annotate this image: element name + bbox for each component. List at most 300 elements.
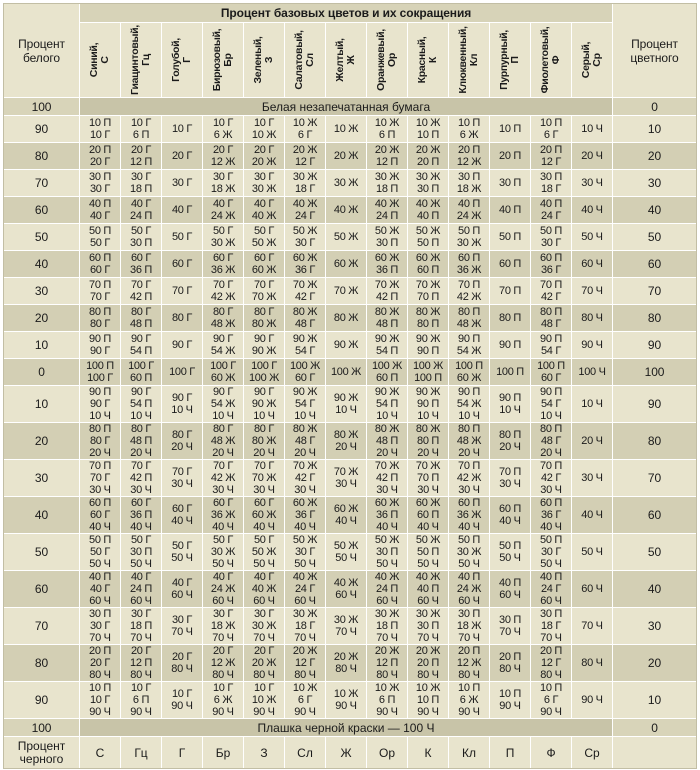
column-header-Кл bbox=[449, 23, 490, 98]
black-percent-letter: Ж bbox=[326, 737, 367, 769]
mix-cell: 50 Г 30 П bbox=[121, 224, 162, 251]
mix-cell: 30 П 18 Г bbox=[531, 170, 572, 197]
table-row bbox=[4, 251, 697, 278]
mix-cell: 100 Г bbox=[162, 359, 203, 386]
table-row bbox=[4, 143, 697, 170]
mix-cell: 40 Ж 24 Г 60 Ч bbox=[285, 571, 326, 608]
row-label: 40 bbox=[4, 497, 80, 534]
mix-cell: 50 Ж 30 Г bbox=[285, 224, 326, 251]
row-label: 80 bbox=[613, 305, 697, 332]
mix-cell: 60 Ж 36 П 40 Ч bbox=[367, 497, 408, 534]
mix-cell: 10 Г 6 П bbox=[121, 116, 162, 143]
mix-cell: 80 Ж 48 П bbox=[367, 305, 408, 332]
table-title: Процент базовых цветов и их сокращения bbox=[80, 4, 613, 23]
mix-cell: 40 Г 40 Ж bbox=[244, 197, 285, 224]
row-label: 50 bbox=[4, 534, 80, 571]
row-label: 0 bbox=[613, 719, 697, 737]
column-header-label bbox=[121, 23, 161, 98]
mix-cell: 10 Г 90 Ч bbox=[162, 682, 203, 719]
mix-cell: 70 П 30 Ч bbox=[490, 460, 531, 497]
mix-cell: 60 Г 36 Ж bbox=[203, 251, 244, 278]
black-percent-letter: К bbox=[408, 737, 449, 769]
mix-cell: 50 П 30 Г bbox=[531, 224, 572, 251]
mix-cell: 20 Ж bbox=[326, 143, 367, 170]
mix-cell: 70 П 42 Ж 30 Ч bbox=[449, 460, 490, 497]
mix-cell: 60 Ж 36 Г 40 Ч bbox=[285, 497, 326, 534]
mix-cell: 50 П 30 Г 50 Ч bbox=[531, 534, 572, 571]
mix-cell: 10 Ж 6 П bbox=[367, 116, 408, 143]
mix-cell: 20 Ж 12 Г 80 Ч bbox=[285, 645, 326, 682]
mix-cell: 30 Ж 18 Г 70 Ч bbox=[285, 608, 326, 645]
table-row bbox=[4, 386, 697, 423]
mix-cell: 30 Ж 70 Ч bbox=[326, 608, 367, 645]
table-row bbox=[4, 534, 697, 571]
mix-cell: 10 П bbox=[490, 116, 531, 143]
mix-cell: 100 Г 100 Ж bbox=[244, 359, 285, 386]
mix-cell: 60 П 40 Ч bbox=[490, 497, 531, 534]
mix-cell: 40 Г 24 Ж 60 Ч bbox=[203, 571, 244, 608]
color-abbr: Сл bbox=[304, 53, 316, 67]
row-label: 100 bbox=[4, 719, 80, 737]
column-header-label bbox=[285, 23, 325, 98]
mix-cell: 100 Ж bbox=[326, 359, 367, 386]
mix-cell: 90 Ж 54 Г bbox=[285, 332, 326, 359]
mix-cell: 10 П 10 Г 90 Ч bbox=[80, 682, 121, 719]
mix-cell: 30 Ж 30 П 70 Ч bbox=[408, 608, 449, 645]
mix-cell: 70 Ж 42 Г 30 Ч bbox=[285, 460, 326, 497]
mix-cell: 70 Г 42 Ж 30 Ч bbox=[203, 460, 244, 497]
mix-cell: 100 П 60 Ж bbox=[449, 359, 490, 386]
mix-cell: 60 П 36 Ж bbox=[449, 251, 490, 278]
color-name: Желтый, bbox=[334, 38, 346, 82]
mix-cell: 20 П 80 Ч bbox=[490, 645, 531, 682]
mix-cell: 60 П bbox=[490, 251, 531, 278]
color-name: Серый, bbox=[580, 41, 592, 79]
row-label: 90 bbox=[613, 386, 697, 423]
mix-cell: 40 Ч bbox=[572, 497, 613, 534]
mix-cell: 80 Г 80 Ж bbox=[244, 305, 285, 332]
mix-cell: 40 П 24 Ж bbox=[449, 197, 490, 224]
white-percent-header: Процент белого bbox=[4, 4, 80, 98]
mix-cell: 10 Ч bbox=[572, 116, 613, 143]
mix-cell: 30 Г bbox=[162, 170, 203, 197]
mix-cell: 90 П 90 Г bbox=[80, 332, 121, 359]
mix-cell: 10 Г 6 Ж bbox=[203, 116, 244, 143]
mix-cell: 20 Ж 12 П 80 Ч bbox=[367, 645, 408, 682]
mix-cell: 20 П 20 Г bbox=[80, 143, 121, 170]
row-label: 50 bbox=[613, 224, 697, 251]
mix-cell: 50 П 50 Ч bbox=[490, 534, 531, 571]
mix-cell: 40 П 24 Ж 60 Ч bbox=[449, 571, 490, 608]
mix-cell: 20 Ч bbox=[572, 423, 613, 460]
black-percent-letter: З bbox=[244, 737, 285, 769]
column-header-Бр bbox=[203, 23, 244, 98]
mix-cell: 70 Ж 42 Г bbox=[285, 278, 326, 305]
mix-cell: 30 П bbox=[490, 170, 531, 197]
mix-cell: 30 П 18 Ж bbox=[449, 170, 490, 197]
column-header-label bbox=[572, 23, 612, 98]
mix-cell: 50 П bbox=[490, 224, 531, 251]
mix-cell: 60 Ч bbox=[572, 571, 613, 608]
mix-cell: 90 Ж bbox=[326, 332, 367, 359]
mix-cell: 70 Г 42 П bbox=[121, 278, 162, 305]
mix-cell: 80 Г 48 Ж 20 Ч bbox=[203, 423, 244, 460]
black-percent-letter: Ф bbox=[531, 737, 572, 769]
mix-cell: 10 Ч bbox=[572, 386, 613, 423]
mix-cell: 10 Г bbox=[162, 116, 203, 143]
column-header-З bbox=[244, 23, 285, 98]
mix-cell: 100 Ж 100 П bbox=[408, 359, 449, 386]
row-label: 80 bbox=[4, 143, 80, 170]
mix-cell: 30 П 70 Ч bbox=[490, 608, 531, 645]
mix-cell: 90 П 54 Г bbox=[531, 332, 572, 359]
mix-cell: 20 Ж 20 П 80 Ч bbox=[408, 645, 449, 682]
mix-cell: 60 П 36 Г bbox=[531, 251, 572, 278]
mix-cell: 20 Г 20 Ж bbox=[244, 143, 285, 170]
mix-cell: 60 Ж 60 П 40 Ч bbox=[408, 497, 449, 534]
mix-cell: 90 Ч bbox=[572, 682, 613, 719]
mix-cell: 90 Г bbox=[162, 332, 203, 359]
row-label: 60 bbox=[4, 197, 80, 224]
mix-cell: 40 Ж 60 Ч bbox=[326, 571, 367, 608]
mix-cell: 100 Ч bbox=[572, 359, 613, 386]
column-header-Ф bbox=[531, 23, 572, 98]
row-label: 10 bbox=[613, 682, 697, 719]
mix-cell: 30 Г 18 П 70 Ч bbox=[121, 608, 162, 645]
mix-cell: 10 П 10 Г bbox=[80, 116, 121, 143]
mix-cell: 90 Г 54 П bbox=[121, 332, 162, 359]
mix-cell: 20 Ж 12 Г bbox=[285, 143, 326, 170]
mix-cell: 80 Г 48 П bbox=[121, 305, 162, 332]
mix-cell: 20 Ж 12 П bbox=[367, 143, 408, 170]
row-label: 20 bbox=[4, 423, 80, 460]
mix-cell: 50 Ж 50 П bbox=[408, 224, 449, 251]
table-row bbox=[4, 571, 697, 608]
row-label: 60 bbox=[613, 251, 697, 278]
table-row bbox=[4, 197, 697, 224]
color-abbr: К bbox=[427, 56, 439, 64]
table-row bbox=[4, 460, 697, 497]
mix-cell: 60 Ж 60 П bbox=[408, 251, 449, 278]
mix-cell: 90 П 54 Ж 10 Ч bbox=[449, 386, 490, 423]
mix-cell: 20 Ч bbox=[572, 143, 613, 170]
mix-cell: 50 Г 30 Ж 50 Ч bbox=[203, 534, 244, 571]
mix-cell: 10 П 90 Ч bbox=[490, 682, 531, 719]
row-label: 80 bbox=[4, 645, 80, 682]
mix-cell: 10 П 6 Ж bbox=[449, 116, 490, 143]
mix-cell: 80 Ж 80 П bbox=[408, 305, 449, 332]
color-name: Синий, bbox=[88, 42, 100, 78]
mix-cell: 70 Г bbox=[162, 278, 203, 305]
mix-cell: 90 Ж 54 П 10 Ч bbox=[367, 386, 408, 423]
column-header-label bbox=[531, 23, 571, 98]
mix-cell: 30 Ч bbox=[572, 460, 613, 497]
mix-cell: 50 Г 50 Ж bbox=[244, 224, 285, 251]
row-label: 10 bbox=[4, 386, 80, 423]
mix-cell: 70 Ч bbox=[572, 278, 613, 305]
mix-cell: 20 Ж 80 Ч bbox=[326, 645, 367, 682]
mix-cell: 70 П 70 Г bbox=[80, 278, 121, 305]
row-label: 70 bbox=[613, 278, 697, 305]
table-row bbox=[4, 497, 697, 534]
mix-cell: 40 П 24 Г 60 Ч bbox=[531, 571, 572, 608]
mix-cell: 20 Г 80 Ч bbox=[162, 645, 203, 682]
row-label: 40 bbox=[4, 251, 80, 278]
mix-cell: 70 П 70 Г 30 Ч bbox=[80, 460, 121, 497]
mix-cell: 80 П 48 Г bbox=[531, 305, 572, 332]
mix-cell: 90 Ж 10 Ч bbox=[326, 386, 367, 423]
mix-cell: 80 П bbox=[490, 305, 531, 332]
mix-cell: 100 П bbox=[490, 359, 531, 386]
mix-cell: 80 Г bbox=[162, 305, 203, 332]
mix-cell: 80 П 20 Ч bbox=[490, 423, 531, 460]
mix-cell: 20 Ж 20 П bbox=[408, 143, 449, 170]
mix-cell: 100 Г 60 Ж bbox=[203, 359, 244, 386]
row-label: 0 bbox=[613, 98, 697, 116]
mix-cell: 30 Ж 18 П bbox=[367, 170, 408, 197]
mix-cell: 10 П 6 Г bbox=[531, 116, 572, 143]
mix-cell: 80 Ж 48 П 20 Ч bbox=[367, 423, 408, 460]
row-label: 70 bbox=[4, 170, 80, 197]
mix-cell: 40 Г 24 П bbox=[121, 197, 162, 224]
mix-cell: 60 Ж bbox=[326, 251, 367, 278]
mix-cell: 50 Ж 30 Г 50 Ч bbox=[285, 534, 326, 571]
mix-cell: 40 Ж 40 П 60 Ч bbox=[408, 571, 449, 608]
row-label: 70 bbox=[613, 460, 697, 497]
mix-cell: 30 Г 18 Ж 70 Ч bbox=[203, 608, 244, 645]
row-label: 30 bbox=[613, 170, 697, 197]
row-label: 20 bbox=[613, 645, 697, 682]
color-abbr: Ж bbox=[345, 55, 357, 65]
column-header-label bbox=[203, 23, 243, 98]
mix-cell: 10 Ж 90 Ч bbox=[326, 682, 367, 719]
mix-cell: 80 Ж 20 Ч bbox=[326, 423, 367, 460]
mix-cell: 70 П bbox=[490, 278, 531, 305]
full-row-note: Плашка черной краски — 100 Ч bbox=[80, 719, 613, 737]
full-row-note: Белая незапечатанная бумага bbox=[80, 98, 613, 116]
row-label: 40 bbox=[613, 571, 697, 608]
mix-cell: 10 Г 10 Ж 90 Ч bbox=[244, 682, 285, 719]
mix-cell: 30 Г 18 Ж bbox=[203, 170, 244, 197]
table-row bbox=[4, 359, 697, 386]
mix-cell: 40 Г bbox=[162, 197, 203, 224]
mix-cell: 90 П bbox=[490, 332, 531, 359]
row-label: 40 bbox=[613, 197, 697, 224]
mix-cell: 100 Ж 60 Г bbox=[285, 359, 326, 386]
black-percent-letter: Бр bbox=[203, 737, 244, 769]
mix-cell: 20 П bbox=[490, 143, 531, 170]
mix-cell: 40 Ж 24 Г bbox=[285, 197, 326, 224]
mix-cell: 80 Ж 48 Г bbox=[285, 305, 326, 332]
mix-cell: 50 Ж 50 Ч bbox=[326, 534, 367, 571]
mix-cell: 30 Ч bbox=[572, 170, 613, 197]
mix-cell: 80 П 48 Ж 20 Ч bbox=[449, 423, 490, 460]
mix-cell: 90 Ж 90 П bbox=[408, 332, 449, 359]
color-abbr: Бр bbox=[222, 53, 234, 67]
black-percent-letter: Сл bbox=[285, 737, 326, 769]
color-abbr: З bbox=[263, 56, 275, 64]
color-name: Красный, bbox=[416, 36, 428, 84]
mix-cell: 50 П 30 Ж bbox=[449, 224, 490, 251]
column-header-label bbox=[367, 23, 407, 98]
mix-cell: 50 П 30 Ж 50 Ч bbox=[449, 534, 490, 571]
mix-cell: 80 Ч bbox=[572, 305, 613, 332]
mix-cell: 80 П 80 Г 20 Ч bbox=[80, 423, 121, 460]
table-row bbox=[4, 332, 697, 359]
mix-cell: 70 Г 30 Ч bbox=[162, 460, 203, 497]
mix-cell: 10 Ж bbox=[326, 116, 367, 143]
table-row bbox=[4, 170, 697, 197]
mix-cell: 20 П 12 Ж 80 Ч bbox=[449, 645, 490, 682]
black-plate-row bbox=[4, 719, 697, 737]
row-label: 50 bbox=[613, 534, 697, 571]
mix-cell: 60 Г 40 Ч bbox=[162, 497, 203, 534]
row-label: 80 bbox=[613, 423, 697, 460]
black-percent-letter: Кл bbox=[449, 737, 490, 769]
mix-cell: 50 Г bbox=[162, 224, 203, 251]
mix-cell: 20 Г 12 П 80 Ч bbox=[121, 645, 162, 682]
table-row bbox=[4, 116, 697, 143]
color-abbr: Г bbox=[181, 57, 193, 63]
color-name: Фиолетовый, bbox=[539, 26, 551, 94]
mix-cell: 40 Ж 24 П 60 Ч bbox=[367, 571, 408, 608]
mix-cell: 70 Г 70 Ж bbox=[244, 278, 285, 305]
color-abbr: Ср bbox=[591, 53, 603, 67]
mix-cell: 10 Ж 6 Г bbox=[285, 116, 326, 143]
mix-cell: 40 Ж 40 П bbox=[408, 197, 449, 224]
row-label: 30 bbox=[4, 278, 80, 305]
color-abbr: Ф bbox=[550, 55, 562, 65]
color-mix-percent-table bbox=[3, 3, 697, 769]
mix-cell: 30 Ж 30 П bbox=[408, 170, 449, 197]
mix-cell: 50 П 50 Г bbox=[80, 224, 121, 251]
column-header-label bbox=[162, 23, 202, 98]
mix-cell: 20 П 20 Г 80 Ч bbox=[80, 645, 121, 682]
mix-cell: 40 П 40 Г bbox=[80, 197, 121, 224]
row-label: 60 bbox=[613, 497, 697, 534]
footer-empty-cell bbox=[613, 737, 697, 769]
mix-cell: 100 П 60 Г bbox=[531, 359, 572, 386]
mix-cell: 40 П 60 Ч bbox=[490, 571, 531, 608]
mix-cell: 60 Г 36 П 40 Ч bbox=[121, 497, 162, 534]
color-name: Клюквенный, bbox=[457, 26, 469, 94]
mix-cell: 80 П 48 Г 20 Ч bbox=[531, 423, 572, 460]
mix-cell: 30 Г 30 Ж 70 Ч bbox=[244, 608, 285, 645]
mix-cell: 80 Ч bbox=[572, 645, 613, 682]
column-header-Ор bbox=[367, 23, 408, 98]
mix-cell: 10 Г 6 Ж 90 Ч bbox=[203, 682, 244, 719]
mix-cell: 80 П 80 Г bbox=[80, 305, 121, 332]
row-label: 20 bbox=[613, 143, 697, 170]
column-header-label bbox=[490, 23, 530, 98]
color-abbr: П bbox=[509, 56, 521, 64]
mix-cell: 70 Г 70 Ж 30 Ч bbox=[244, 460, 285, 497]
mix-cell: 80 Г 80 Ж 20 Ч bbox=[244, 423, 285, 460]
mix-cell: 50 Ж bbox=[326, 224, 367, 251]
mix-cell: 80 Ж 80 П 20 Ч bbox=[408, 423, 449, 460]
mix-cell: 10 Г 6 П 90 Ч bbox=[121, 682, 162, 719]
mix-cell: 10 Ж 6 П 90 Ч bbox=[367, 682, 408, 719]
mix-cell: 20 Г 20 Ж 80 Ч bbox=[244, 645, 285, 682]
mix-cell: 30 Г 18 П bbox=[121, 170, 162, 197]
mix-cell: 50 Ж 30 П 50 Ч bbox=[367, 534, 408, 571]
table-row bbox=[4, 305, 697, 332]
mix-cell: 20 Г bbox=[162, 143, 203, 170]
black-percent-letter: Гц bbox=[121, 737, 162, 769]
column-header-Г bbox=[162, 23, 203, 98]
mix-cell: 20 П 12 Ж bbox=[449, 143, 490, 170]
color-name: Гиацинтовый, bbox=[129, 25, 141, 95]
mix-cell: 10 Ж 10 П bbox=[408, 116, 449, 143]
mix-cell: 40 П bbox=[490, 197, 531, 224]
column-header-Ср bbox=[572, 23, 613, 98]
mix-cell: 60 П 36 Г 40 Ч bbox=[531, 497, 572, 534]
mix-cell: 10 Г 10 Ж bbox=[244, 116, 285, 143]
mix-cell: 20 Г 12 Ж bbox=[203, 143, 244, 170]
color-abbr: Кл bbox=[468, 53, 480, 67]
mix-cell: 30 П 30 Г bbox=[80, 170, 121, 197]
mix-cell: 90 Ж 54 Г 10 Ч bbox=[285, 386, 326, 423]
color-abbr: С bbox=[99, 56, 111, 64]
mix-cell: 20 П 12 Г bbox=[531, 143, 572, 170]
column-header-label bbox=[244, 23, 284, 98]
mix-cell: 80 Ж bbox=[326, 305, 367, 332]
mix-cell: 40 Г 24 П 60 Ч bbox=[121, 571, 162, 608]
row-label: 90 bbox=[4, 116, 80, 143]
mix-cell: 80 Г 48 Ж bbox=[203, 305, 244, 332]
row-label: 70 bbox=[4, 608, 80, 645]
row-label: 90 bbox=[613, 332, 697, 359]
table-row bbox=[4, 423, 697, 460]
black-percent-letter: Ор bbox=[367, 737, 408, 769]
column-header-Гц bbox=[121, 23, 162, 98]
mix-cell: 40 Ч bbox=[572, 197, 613, 224]
mix-cell: 80 Г 48 П 20 Ч bbox=[121, 423, 162, 460]
table-row bbox=[4, 224, 697, 251]
color-name: Бирюзовый, bbox=[211, 28, 223, 92]
mix-cell: 40 Ж bbox=[326, 197, 367, 224]
black-percent-letter: Г bbox=[162, 737, 203, 769]
column-header-П bbox=[490, 23, 531, 98]
mix-cell: 90 Ж 54 П bbox=[367, 332, 408, 359]
column-header-label bbox=[408, 23, 448, 98]
mix-cell: 70 П 42 Ж bbox=[449, 278, 490, 305]
mix-cell: 10 П 6 Г 90 Ч bbox=[531, 682, 572, 719]
color-name: Голубой, bbox=[170, 38, 182, 82]
row-label: 100 bbox=[4, 98, 80, 116]
black-percent-letter: Ср bbox=[572, 737, 613, 769]
row-label: 0 bbox=[4, 359, 80, 386]
mix-cell: 70 П 42 Г bbox=[531, 278, 572, 305]
mix-cell: 60 Г 60 Ж bbox=[244, 251, 285, 278]
colored-percent-header: Процент цветного bbox=[613, 4, 697, 98]
column-header-Сл bbox=[285, 23, 326, 98]
mix-cell: 80 П 48 Ж bbox=[449, 305, 490, 332]
mix-cell: 90 П 10 Ч bbox=[490, 386, 531, 423]
mix-cell: 90 П 90 Г 10 Ч bbox=[80, 386, 121, 423]
mix-cell: 100 П 100 Г bbox=[80, 359, 121, 386]
mix-cell: 20 Г 12 П bbox=[121, 143, 162, 170]
mix-cell: 70 П 42 Г 30 Ч bbox=[531, 460, 572, 497]
mix-cell: 30 Г 70 Ч bbox=[162, 608, 203, 645]
mix-cell: 80 Г 20 Ч bbox=[162, 423, 203, 460]
white-paper-row bbox=[4, 98, 697, 116]
mix-cell: 50 Ч bbox=[572, 224, 613, 251]
table-row bbox=[4, 645, 697, 682]
column-header-label bbox=[326, 23, 366, 98]
mix-cell: 40 Ж 24 П bbox=[367, 197, 408, 224]
column-header-label bbox=[449, 23, 489, 98]
